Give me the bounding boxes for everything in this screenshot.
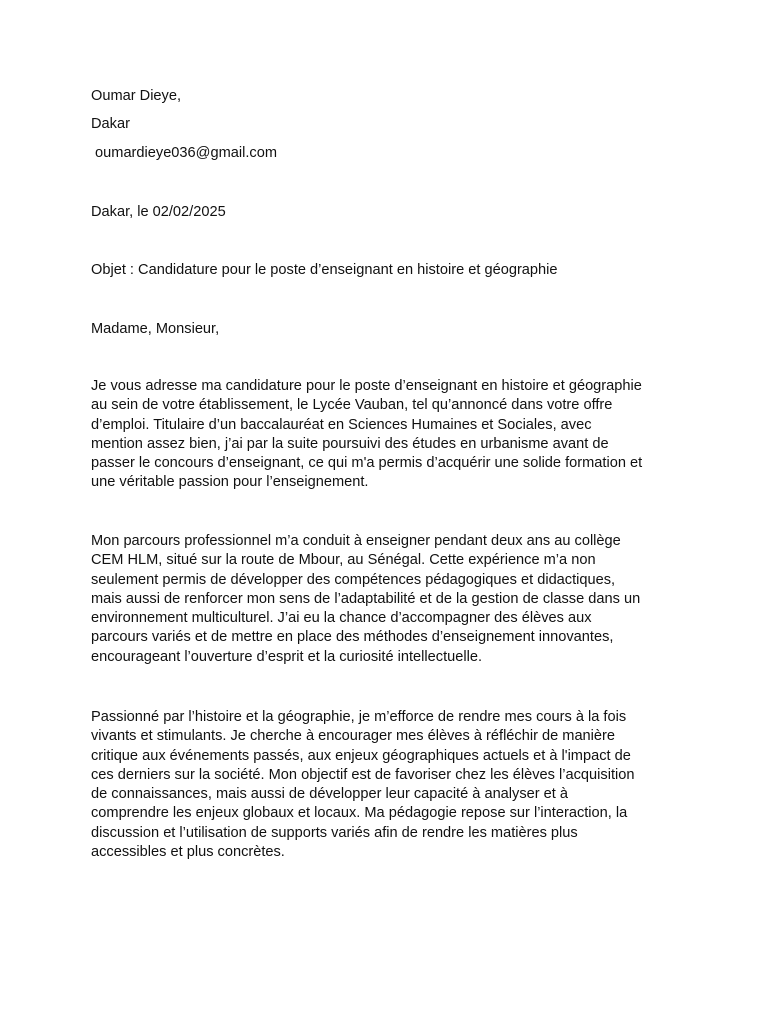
paragraph-line: mention assez bien, j’ai par la suite poursuivi des études en urbanisme avant de (91, 435, 609, 452)
paragraph-line: vivants et stimulants. Je cherche à encourager mes élèves à réfléchir de manière (91, 728, 616, 745)
paragraph-line: discussion et l’utilisation de supports variés afin de rendre les matières plus (91, 824, 578, 841)
paragraph-line: accessibles et plus concrètes. (91, 844, 285, 861)
paragraph-line: critique aux événements passés, aux enjeux géographiques actuels et à l'impact de (91, 747, 631, 764)
letter-subject: Objet : Candidature pour le poste d’enseignant en histoire et géographie (91, 262, 558, 278)
paragraph-line: passer le concours d’enseignant, ce qui m'a permis d’acquérir une solide formation et (91, 455, 643, 472)
paragraph-line: au sein de votre établissement, le Lycée Vauban, tel qu’annoncé dans votre offre (91, 397, 613, 414)
paragraph-line: CEM HLM, situé sur la route de Mbour, au Sénégal. Cette expérience m’a non (91, 552, 596, 569)
body-paragraph-2 (91, 532, 691, 667)
paragraph-line: comprendre les enjeux globaux et locaux. Ma pédagogie repose sur l’interaction, la (91, 805, 628, 822)
body-paragraph-1 (91, 377, 691, 493)
sender-name: Oumar Dieye, (91, 88, 182, 104)
sender-city: Dakar (91, 116, 130, 132)
paragraph-line: de connaissances, mais aussi de développer leur capacité à analyser et à (91, 786, 569, 803)
paragraph-line: d’emploi. Titulaire d’un baccalauréat en Sciences Humaines et Sociales, avec (91, 416, 592, 433)
paragraph-line: encourageant l’ouverture d’esprit et la curiosité intellectuelle. (91, 648, 483, 665)
paragraph-line: Mon parcours professionnel m’a conduit à enseigner pendant deux ans au collège (91, 533, 621, 549)
paragraph-line: environnement multiculturel. J’ai eu la chance d’accompagner des élèves aux (91, 610, 592, 627)
body-paragraph-3 (91, 708, 691, 862)
sender-email: oumardieye036@gmail.com (91, 145, 277, 161)
paragraph-line: Je vous adresse ma candidature pour le poste d’enseignant en histoire et géographie (91, 378, 642, 394)
letter-salutation: Madame, Monsieur, (91, 321, 220, 337)
paragraph-line: seulement permis de développer des compétences pédagogiques et didactiques, (91, 571, 616, 588)
paragraph-line: mais aussi de renforcer mon sens de l’adaptabilité et de la gestion de classe dans un (91, 590, 641, 607)
paragraph-line: ces derniers sur la société. Mon objectif est de favoriser chez les élèves l’acquisition (91, 766, 635, 783)
paragraph-line: Passionné par l’histoire et la géographie, je m’efforce de rendre mes cours à la fois (91, 709, 627, 725)
paragraph-line: une véritable passion pour l’enseignement. (91, 474, 369, 491)
paragraph-line: parcours variés et de mettre en place des méthodes d’enseignement innovantes, (91, 629, 614, 646)
letter-date: Dakar, le 02/02/2025 (91, 204, 226, 220)
